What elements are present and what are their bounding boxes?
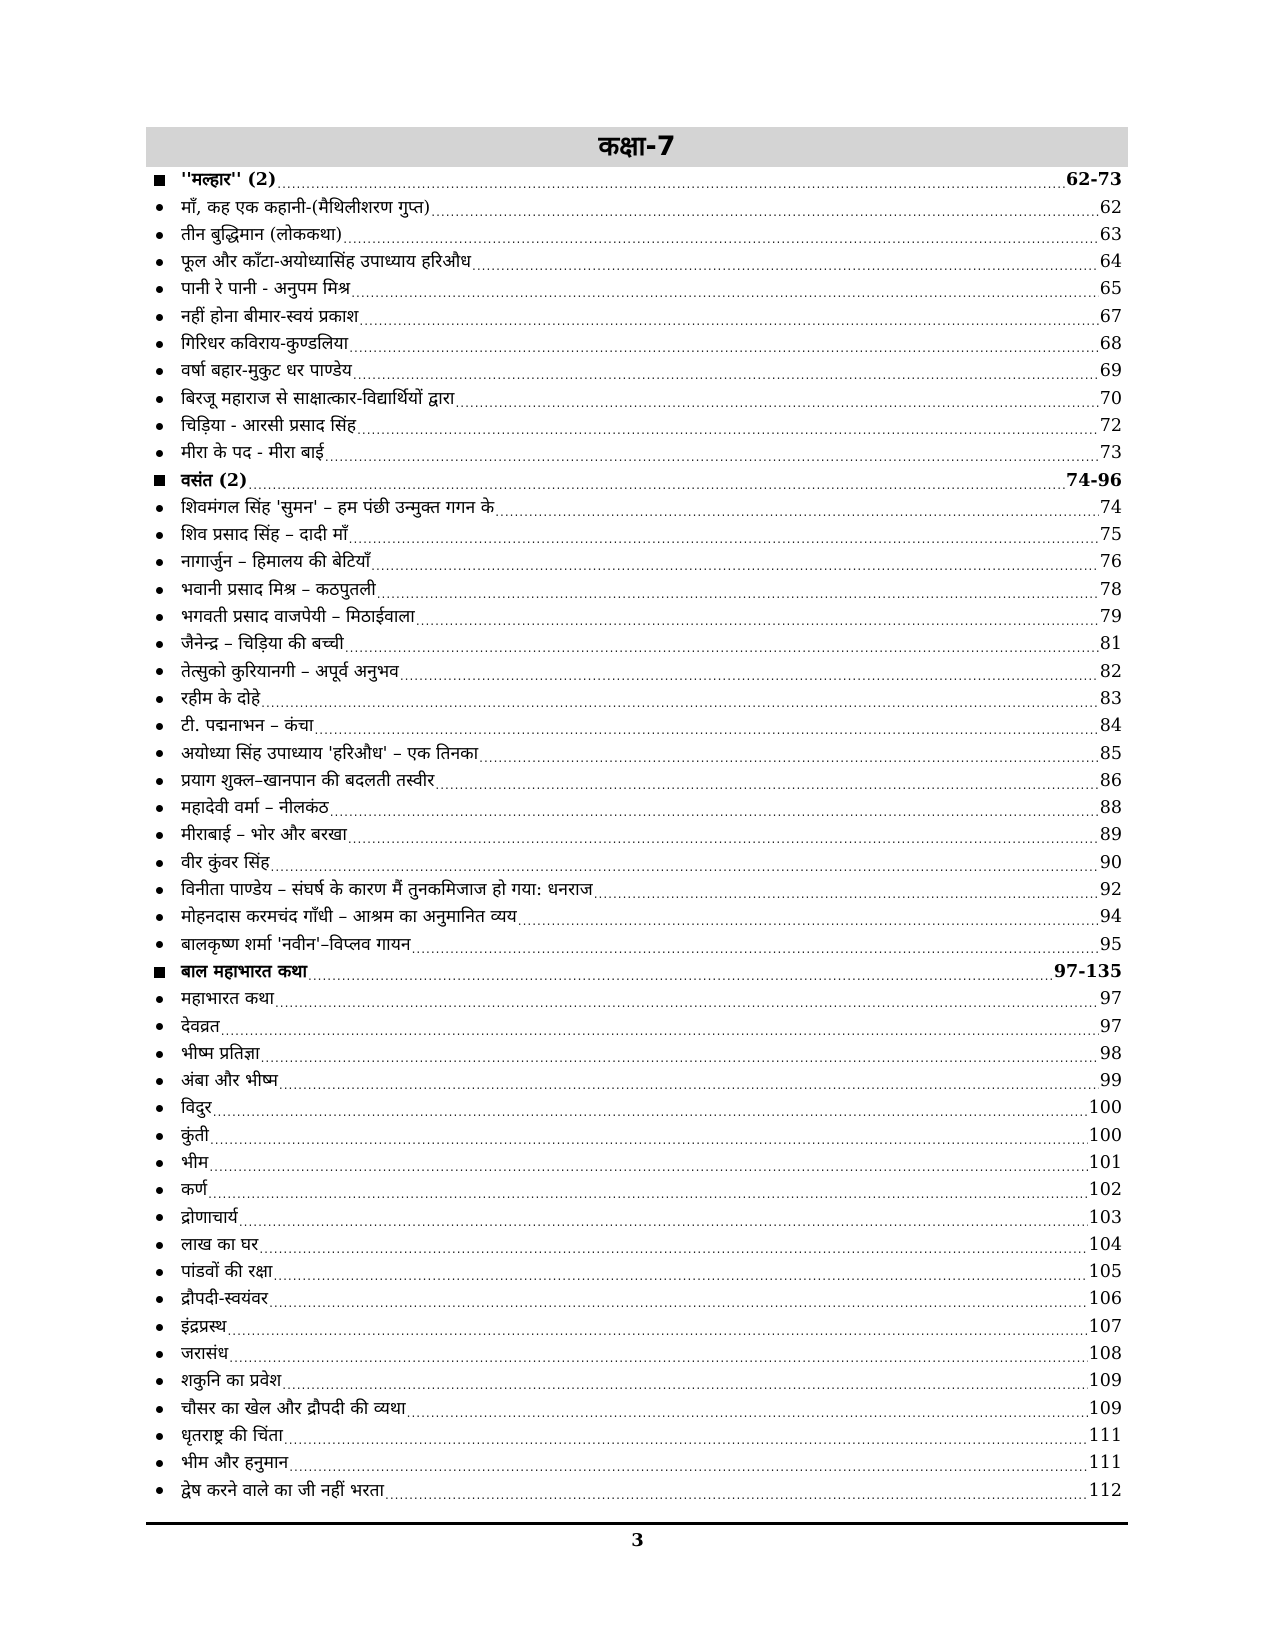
toc-page-number: 84 [1099, 716, 1122, 737]
round-bullet-icon [146, 532, 181, 539]
toc-entry-title: मोहनदास करमचंद गाँधी – आश्रम का अनुमानित व्यय [181, 907, 517, 928]
toc-entry-title: अयोध्या सिंह उपाध्याय 'हरिऔध' – एक तिनका [181, 743, 479, 764]
dot-leader [371, 556, 1099, 576]
dot-leader [349, 529, 1099, 549]
toc-entry-row [146, 1122, 1128, 1149]
dot-leader [227, 1321, 1087, 1341]
toc-entry-title: नहीं होना बीमार-स्वयं प्रकाश [181, 306, 359, 327]
toc-entry-title: शिवमंगल सिंह 'सुमन' – हम पंछी उन्मुक्त गगन के [181, 497, 495, 518]
round-bullet-icon [146, 204, 181, 211]
toc-page-number: 68 [1099, 334, 1122, 355]
toc-entry-title: चौसर का खेल और द्रौपदी की व्यथा [181, 1398, 406, 1419]
toc-entry-row [146, 686, 1128, 713]
dot-leader [210, 1130, 1088, 1150]
toc-entry-title: जरासंध [181, 1344, 229, 1365]
round-bullet-icon [146, 1187, 181, 1194]
dot-leader [407, 1403, 1088, 1423]
dot-leader [455, 393, 1098, 413]
round-bullet-icon [146, 450, 181, 457]
toc-entry-row [146, 904, 1128, 931]
dot-leader [308, 966, 1053, 986]
toc-entry-row [146, 1232, 1128, 1259]
toc-page-number: 111 [1088, 1425, 1122, 1446]
toc-entry-row [146, 713, 1128, 740]
round-bullet-icon [146, 832, 181, 839]
toc-entry-title: जैनेन्द्र – चिड़िया की बच्ची [181, 634, 344, 655]
square-bullet-icon [146, 967, 181, 978]
toc-page-number: 90 [1099, 852, 1122, 873]
toc-entry-title: शिव प्रसाद सिंह – दादी माँ [181, 525, 348, 546]
toc-entry-row [146, 1450, 1128, 1477]
toc-entry-title: भवानी प्रसाद मिश्र – कठपुतली [181, 579, 376, 600]
toc-page-number: 97-135 [1053, 961, 1122, 982]
toc-entry-title: वीर कुंवर सिंह [181, 852, 270, 873]
toc-entry-row [146, 549, 1128, 576]
dot-leader [239, 1212, 1088, 1232]
dot-leader [416, 611, 1099, 631]
toc-page-number: 70 [1099, 388, 1122, 409]
round-bullet-icon [146, 341, 181, 348]
toc-page-number: 74 [1099, 497, 1122, 518]
round-bullet-icon [146, 860, 181, 867]
round-bullet-icon [146, 614, 181, 621]
round-bullet-icon [146, 1078, 181, 1085]
toc-entry-row [146, 522, 1128, 549]
toc-entry-title: कुंती [181, 1125, 209, 1146]
toc-entry-row [146, 413, 1128, 440]
toc-page-number: 86 [1099, 770, 1122, 791]
round-bullet-icon [146, 1105, 181, 1112]
dot-leader [325, 447, 1099, 467]
round-bullet-icon [146, 1351, 181, 1358]
round-bullet-icon [146, 587, 181, 594]
toc-entry-row [146, 1095, 1128, 1122]
toc-entry-title: मीराबाई – भोर और बरखा [181, 825, 347, 846]
dot-leader [351, 283, 1099, 303]
chapter-header-band [146, 127, 1128, 167]
dot-leader [282, 1375, 1087, 1395]
toc-page-number: 105 [1088, 1262, 1122, 1283]
toc-entry-row [146, 658, 1128, 685]
toc-page-number: 83 [1099, 688, 1122, 709]
table-of-contents [146, 167, 1128, 1505]
dot-leader [431, 202, 1098, 222]
dot-leader [377, 584, 1099, 604]
toc-entry-row [146, 1204, 1128, 1231]
round-bullet-icon [146, 1023, 181, 1030]
toc-entry-row [146, 986, 1128, 1013]
toc-entry-title: ''मल्हार'' (2) [181, 170, 277, 191]
toc-entry-row [146, 1313, 1128, 1340]
square-bullet-icon [146, 175, 181, 186]
round-bullet-icon [146, 1487, 181, 1494]
toc-entry-title: चिड़िया - आरसी प्रसाद सिंह [181, 415, 357, 436]
toc-entry-row [146, 1041, 1128, 1068]
toc-page-number: 67 [1099, 306, 1122, 327]
toc-entry-title: पानी रे पानी - अनुपम मिश्र [181, 279, 351, 300]
round-bullet-icon [146, 505, 181, 512]
dot-leader [213, 1102, 1088, 1122]
toc-page-number: 62-73 [1066, 170, 1122, 191]
toc-page-number: 88 [1099, 798, 1122, 819]
toc-entry-title: कर्ण [181, 1180, 208, 1201]
toc-entry-title: भगवती प्रसाद वाजपेयी – मिठाईवाला [181, 607, 415, 628]
round-bullet-icon [146, 259, 181, 266]
toc-entry-row [146, 331, 1128, 358]
toc-entry-title: माँ, कह एक कहानी-(मैथिलीशरण गुप्त) [181, 197, 431, 218]
toc-entry-title: टी. पद्मनाभन – कंचा [181, 716, 314, 737]
toc-entry-row [146, 1259, 1128, 1286]
toc-page-number: 74-96 [1066, 470, 1122, 491]
toc-page-number: 109 [1088, 1371, 1122, 1392]
dot-leader [357, 420, 1099, 440]
dot-leader [412, 939, 1099, 959]
toc-page-number: 72 [1099, 415, 1122, 436]
dot-leader [259, 1239, 1087, 1259]
toc-entry-row [146, 576, 1128, 603]
toc-entry-row [146, 1368, 1128, 1395]
toc-page-number: 98 [1099, 1043, 1122, 1064]
toc-page-number: 64 [1099, 252, 1122, 273]
round-bullet-icon [146, 1460, 181, 1467]
toc-entry-title: भीम [181, 1152, 209, 1173]
toc-entry-row [146, 768, 1128, 795]
toc-page-number: 101 [1088, 1152, 1122, 1173]
toc-page-number: 79 [1099, 607, 1122, 628]
toc-page-number: 100 [1088, 1125, 1122, 1146]
toc-section-row [146, 167, 1128, 194]
toc-entry-row [146, 495, 1128, 522]
dot-leader [385, 1485, 1088, 1505]
round-bullet-icon [146, 314, 181, 321]
toc-entry-row [146, 931, 1128, 958]
dot-leader [348, 829, 1099, 849]
toc-entry-row [146, 1150, 1128, 1177]
dot-leader [594, 884, 1099, 904]
round-bullet-icon [146, 696, 181, 703]
toc-section-row [146, 467, 1128, 494]
round-bullet-icon [146, 1433, 181, 1440]
toc-page-number: 103 [1088, 1207, 1122, 1228]
toc-page-number: 81 [1099, 634, 1122, 655]
toc-page-number: 111 [1088, 1453, 1122, 1474]
toc-page-number: 78 [1099, 579, 1122, 600]
toc-page-number: 95 [1099, 934, 1122, 955]
toc-entry-title: फूल और काँटा-अयोध्यासिंह उपाध्याय हरिऔध [181, 252, 471, 273]
toc-entry-title: अंबा और भीष्म [181, 1071, 278, 1092]
toc-entry-row [146, 194, 1128, 221]
round-bullet-icon [146, 1051, 181, 1058]
round-bullet-icon [146, 750, 181, 757]
toc-entry-row [146, 795, 1128, 822]
toc-entry-title: द्रौपदी-स्वयंवर [181, 1289, 269, 1310]
round-bullet-icon [146, 232, 181, 239]
toc-page-number: 107 [1088, 1316, 1122, 1337]
toc-entry-title: तीन बुद्धिमान (लोककथा) [181, 224, 343, 245]
dot-leader [208, 1184, 1088, 1204]
dot-leader [275, 993, 1099, 1013]
dot-leader [495, 502, 1099, 522]
dot-leader [284, 1430, 1088, 1450]
toc-page-number: 69 [1099, 361, 1122, 382]
round-bullet-icon [146, 723, 181, 730]
toc-entry-title: बिरजू महाराज से साक्षात्कार-विद्यार्थियों द्वारा [181, 388, 455, 409]
toc-page-number: 92 [1099, 880, 1122, 901]
toc-entry-row [146, 1477, 1128, 1504]
round-bullet-icon [146, 914, 181, 921]
toc-page-number: 62 [1099, 197, 1122, 218]
toc-entry-title: महाभारत कथा [181, 989, 274, 1010]
toc-entry-title: महादेवी वर्मा – नीलकंठ [181, 798, 329, 819]
toc-entry-row [146, 249, 1128, 276]
toc-entry-title: द्रोणाचार्य [181, 1207, 238, 1228]
toc-entry-title: इंद्रप्रस्थ [181, 1316, 227, 1337]
dot-leader [349, 338, 1099, 358]
dot-leader [314, 720, 1098, 740]
toc-section-row [146, 959, 1128, 986]
dot-leader [209, 1157, 1087, 1177]
toc-page-number: 89 [1099, 825, 1122, 846]
toc-page-number: 100 [1088, 1098, 1122, 1119]
dot-leader [330, 802, 1099, 822]
round-bullet-icon [146, 1406, 181, 1413]
round-bullet-icon [146, 1378, 181, 1385]
toc-entry-row [146, 440, 1128, 467]
toc-entry-title: बालकृष्ण शर्मा 'नवीन'–विप्लव गायन [181, 934, 411, 955]
round-bullet-icon [146, 1133, 181, 1140]
toc-entry-row [146, 740, 1128, 767]
round-bullet-icon [146, 396, 181, 403]
toc-entry-row [146, 385, 1128, 412]
square-bullet-icon [146, 475, 181, 486]
toc-entry-row [146, 1395, 1128, 1422]
toc-entry-row [146, 1341, 1128, 1368]
toc-entry-title: प्रयाग शुक्ल–खानपान की बदलती तस्वीर [181, 770, 435, 791]
toc-entry-title: गिरिधर कविराय-कुण्डलिया [181, 334, 349, 355]
toc-entry-title: रहीम के दोहे [181, 688, 261, 709]
toc-entry-row [146, 631, 1128, 658]
dot-leader [229, 1348, 1087, 1368]
dot-leader [279, 1075, 1099, 1095]
toc-entry-row [146, 849, 1128, 876]
toc-entry-title: देवव्रत [181, 1016, 220, 1037]
toc-entry-title: वसंत (2) [181, 470, 248, 491]
toc-entry-title: तेत्सुको कुरियानगी – अपूर्व अनुभव [181, 661, 399, 682]
round-bullet-icon [146, 778, 181, 785]
toc-page-number: 75 [1099, 525, 1122, 546]
round-bullet-icon [146, 368, 181, 375]
toc-entry-title: मीरा के पद - मीरा बाई [181, 443, 324, 464]
dot-leader [353, 365, 1099, 385]
toc-page-number: 94 [1099, 907, 1122, 928]
round-bullet-icon [146, 641, 181, 648]
round-bullet-icon [146, 423, 181, 430]
toc-page-number: 97 [1099, 989, 1122, 1010]
toc-page-number: 99 [1099, 1071, 1122, 1092]
round-bullet-icon [146, 805, 181, 812]
toc-entry-row [146, 877, 1128, 904]
dot-leader [271, 857, 1099, 877]
toc-entry-title: भीम और हनुमान [181, 1453, 289, 1474]
toc-entry-row [146, 1013, 1128, 1040]
toc-entry-title: विदुर [181, 1098, 212, 1119]
round-bullet-icon [146, 1160, 181, 1167]
toc-page-number: 85 [1099, 743, 1122, 764]
round-bullet-icon [146, 1214, 181, 1221]
toc-entry-row [146, 1177, 1128, 1204]
round-bullet-icon [146, 286, 181, 293]
toc-entry-title: बाल महाभारत कथा [181, 961, 307, 982]
toc-entry-title: शकुनि का प्रवेश [181, 1371, 282, 1392]
page-number: 3 [631, 1530, 644, 1551]
toc-page-number: 82 [1099, 661, 1122, 682]
toc-entry-row [146, 276, 1128, 303]
round-bullet-icon [146, 1324, 181, 1331]
dot-leader [273, 1266, 1087, 1286]
round-bullet-icon [146, 996, 181, 1003]
chapter-title: कक्षा-7 [598, 131, 676, 162]
round-bullet-icon [146, 668, 181, 675]
footer-divider [146, 1522, 1128, 1525]
round-bullet-icon [146, 559, 181, 566]
round-bullet-icon [146, 1296, 181, 1303]
dot-leader [221, 1021, 1099, 1041]
dot-leader [343, 229, 1099, 249]
toc-entry-row [146, 822, 1128, 849]
toc-entry-title: भीष्म प्रतिज्ञा [181, 1043, 260, 1064]
toc-page-number: 109 [1088, 1398, 1122, 1419]
toc-entry-row [146, 1423, 1128, 1450]
toc-entry-title: धृतराष्ट्र की चिंता [181, 1425, 283, 1446]
dot-leader [261, 693, 1099, 713]
toc-page-number: 104 [1088, 1234, 1122, 1255]
toc-entry-row [146, 358, 1128, 385]
round-bullet-icon [146, 1269, 181, 1276]
round-bullet-icon [146, 941, 181, 948]
toc-page-number: 108 [1088, 1344, 1122, 1365]
toc-entry-title: लाख का घर [181, 1234, 259, 1255]
toc-entry-row [146, 303, 1128, 330]
dot-leader [277, 174, 1065, 194]
dot-leader [518, 911, 1099, 931]
dot-leader [472, 256, 1099, 276]
toc-page-number: 106 [1088, 1289, 1122, 1310]
toc-page-number: 112 [1088, 1480, 1122, 1501]
dot-leader [269, 1293, 1088, 1313]
toc-page-number: 102 [1088, 1180, 1122, 1201]
dot-leader [435, 775, 1098, 795]
toc-entry-title: पांडवों की रक्षा [181, 1262, 273, 1283]
dot-leader [345, 638, 1099, 658]
dot-leader [289, 1457, 1087, 1477]
toc-page-number: 76 [1099, 552, 1122, 573]
toc-page-number: 65 [1099, 279, 1122, 300]
dot-leader [400, 666, 1099, 686]
round-bullet-icon [146, 887, 181, 894]
dot-leader [479, 748, 1099, 768]
toc-entry-row [146, 1286, 1128, 1313]
dot-leader [359, 311, 1098, 331]
round-bullet-icon [146, 1242, 181, 1249]
toc-entry-row [146, 222, 1128, 249]
toc-entry-title: वर्षा बहार-मुकुट धर पाण्डेय [181, 361, 352, 382]
toc-entry-row [146, 604, 1128, 631]
toc-entry-title: विनीता पाण्डेय – संघर्ष के कारण मैं तुनकमिजाज हो गया: धनराज [181, 880, 593, 901]
toc-entry-title: नागार्जुन – हिमालय की बेटियाँ [181, 552, 371, 573]
toc-entry-row [146, 1068, 1128, 1095]
toc-page-number: 63 [1099, 224, 1122, 245]
toc-page-number: 73 [1099, 443, 1122, 464]
dot-leader [248, 475, 1065, 495]
toc-entry-title: द्वेष करने वाले का जी नहीं भरता [181, 1480, 384, 1501]
dot-leader [261, 1048, 1099, 1068]
toc-page-number: 97 [1099, 1016, 1122, 1037]
